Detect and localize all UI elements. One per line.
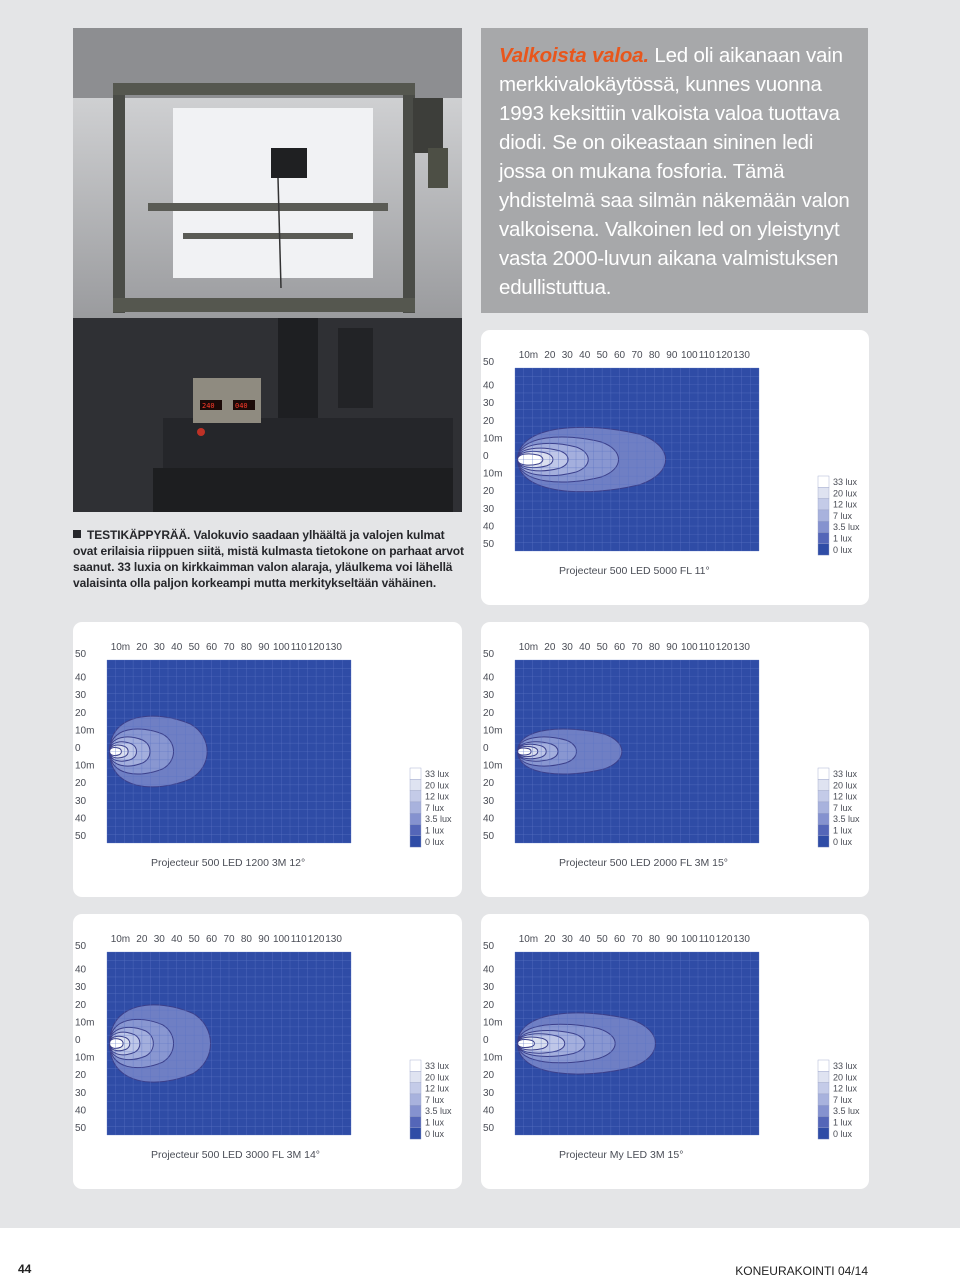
- legend-label: 20 lux: [833, 1072, 858, 1083]
- y-tick-label: 20: [75, 999, 87, 1011]
- x-tick-label: 80: [240, 934, 252, 945]
- y-tick-label: 50: [483, 357, 495, 368]
- y-tick-label: 10m: [75, 725, 95, 737]
- x-tick-label: 70: [631, 350, 643, 361]
- x-tick-label: 90: [258, 934, 270, 945]
- legend-label: 33 lux: [425, 1061, 450, 1071]
- x-tick-label: 120: [715, 642, 733, 653]
- y-tick-label: 30: [483, 690, 495, 702]
- y-tick-label: 30: [75, 690, 87, 702]
- y-tick-label: 40: [75, 672, 87, 684]
- y-tick-label: 40: [75, 1105, 87, 1117]
- x-tick-label: 80: [648, 642, 660, 653]
- legend-swatch: [410, 1060, 421, 1071]
- legend-swatch: [818, 1117, 829, 1128]
- legend-swatch: [410, 813, 421, 824]
- legend-label: 7 lux: [833, 802, 853, 813]
- legend-swatch: [818, 476, 829, 487]
- x-tick-label: 40: [171, 934, 183, 945]
- x-tick-label: 30: [153, 642, 165, 653]
- legend-swatch: [410, 836, 421, 847]
- x-tick-label: 100: [680, 642, 698, 653]
- legend-label: 1 lux: [833, 533, 853, 544]
- x-tick-label: 10m: [518, 934, 539, 945]
- legend-swatch: [818, 499, 829, 510]
- y-tick-label: 30: [75, 795, 87, 807]
- x-tick-label: 120: [715, 350, 733, 361]
- y-tick-label: 20: [75, 1070, 87, 1082]
- y-tick-label: 40: [483, 813, 495, 825]
- legend-label: 1 lux: [425, 825, 445, 836]
- x-tick-label: 60: [614, 350, 626, 361]
- y-tick-label: 10m: [483, 433, 503, 445]
- legend-swatch: [410, 768, 421, 779]
- x-tick-label: 60: [206, 934, 218, 945]
- legend-label: 12 lux: [833, 791, 858, 802]
- x-tick-label: 90: [258, 642, 270, 653]
- legend-swatch: [410, 779, 421, 790]
- x-tick-label: 30: [561, 642, 573, 653]
- x-tick-label: 130: [733, 934, 750, 945]
- y-tick-label: 50: [483, 1122, 495, 1134]
- chart-card-5000fl: [481, 330, 869, 605]
- x-tick-label: 50: [596, 642, 608, 653]
- legend-swatch: [818, 1060, 829, 1071]
- y-tick-label: 30: [483, 795, 495, 807]
- legend-label: 3.5 lux: [833, 1106, 860, 1117]
- y-tick-label: 50: [483, 941, 495, 952]
- legend-swatch: [818, 544, 829, 555]
- y-tick-label: 10m: [483, 760, 503, 772]
- legend-label: 0 lux: [833, 1128, 853, 1139]
- x-tick-label: 80: [648, 350, 660, 361]
- x-tick-label: 40: [579, 350, 591, 361]
- x-tick-label: 120: [307, 642, 325, 653]
- y-tick-label: 30: [483, 1087, 495, 1099]
- legend-swatch: [818, 533, 829, 544]
- caption-body: Valokuvio saadaan ylhäältä ja valojen kulmat ovat erilaisia riippuen siitä, mistä kulmasta tietokone on parhaat arvot saanut. 33 luxia on kirkkaimman valon alaraja, yläulkema voi lähellä valaisinta olla paljon korkeampi mutta merkitykseltään vähäinen.: [73, 528, 464, 590]
- isolux-chart: [73, 622, 462, 897]
- y-tick-label: 10m: [483, 1017, 503, 1029]
- info-body: Led oli aikanaan vain merkkivalokäytössä, kunnes vuonna 1993 keksittiin valkoista valoa tuottava diodi. Se on oikeastaan sininen ledi jossa on mukana fosforia. Tämä yhdistelmä saa silmän näkemään valon valkoisena. Valkoinen led on yleistynyt vasta 2000-luvun aikana valmistuksen edullistuttua.: [499, 44, 850, 299]
- x-tick-label: 130: [733, 642, 750, 653]
- legend-swatch: [410, 1117, 421, 1128]
- chart-title: Projecteur 500 LED 5000 FL 11°: [559, 565, 710, 577]
- x-tick-label: 90: [666, 350, 678, 361]
- legend-swatch: [410, 1083, 421, 1094]
- legend-label: 33 lux: [425, 769, 450, 779]
- y-tick-label: 50: [75, 649, 87, 660]
- legend-label: 3.5 lux: [833, 814, 860, 825]
- y-tick-label: 30: [483, 982, 495, 994]
- legend-swatch: [818, 521, 829, 532]
- y-tick-label: 10m: [483, 1052, 503, 1064]
- x-tick-label: 50: [596, 934, 608, 945]
- x-tick-label: 30: [561, 350, 573, 361]
- legend-swatch: [410, 1071, 421, 1082]
- y-tick-label: 0: [483, 1034, 489, 1046]
- x-tick-label: 110: [290, 642, 307, 653]
- x-tick-label: 20: [544, 934, 556, 945]
- y-tick-label: 50: [75, 941, 87, 952]
- info-box: [481, 28, 868, 313]
- x-tick-label: 100: [680, 350, 698, 361]
- y-tick-label: 0: [75, 742, 81, 754]
- y-tick-label: 0: [75, 1034, 81, 1046]
- x-tick-label: 50: [188, 934, 200, 945]
- x-tick-label: 50: [596, 350, 608, 361]
- legend-label: 33 lux: [833, 769, 858, 779]
- legend-label: 7 lux: [425, 1094, 445, 1105]
- x-tick-label: 100: [272, 642, 290, 653]
- y-tick-label: 10m: [75, 760, 95, 772]
- y-tick-label: 10m: [75, 1017, 95, 1029]
- y-tick-label: 20: [483, 778, 495, 790]
- y-tick-label: 30: [483, 398, 495, 410]
- x-tick-label: 120: [715, 934, 733, 945]
- x-tick-label: 70: [631, 934, 643, 945]
- y-tick-label: 40: [483, 672, 495, 684]
- x-tick-label: 60: [614, 642, 626, 653]
- x-tick-label: 40: [171, 642, 183, 653]
- x-tick-label: 10m: [110, 642, 131, 653]
- legend-label: 12 lux: [425, 1083, 450, 1094]
- y-tick-label: 10m: [75, 1052, 95, 1064]
- x-tick-label: 70: [631, 642, 643, 653]
- x-tick-label: 100: [272, 934, 290, 945]
- y-tick-label: 10m: [483, 725, 503, 737]
- legend-label: 33 lux: [833, 1061, 858, 1071]
- y-tick-label: 20: [75, 707, 87, 719]
- x-tick-label: 80: [240, 642, 252, 653]
- legend-label: 1 lux: [425, 1117, 445, 1128]
- caption-bullet-icon: [73, 530, 81, 538]
- isolux-chart: [481, 914, 869, 1189]
- y-tick-label: 50: [483, 538, 495, 550]
- x-tick-label: 110: [698, 350, 715, 361]
- legend-swatch: [818, 791, 829, 802]
- chart-card-2000fl: [481, 622, 869, 897]
- y-tick-label: 50: [75, 830, 87, 842]
- legend-swatch: [818, 813, 829, 824]
- x-tick-label: 20: [544, 350, 556, 361]
- legend-label: 20 lux: [833, 780, 858, 791]
- legend-swatch: [410, 1094, 421, 1105]
- x-tick-label: 90: [666, 642, 678, 653]
- y-tick-label: 50: [483, 649, 495, 660]
- legend-label: 3.5 lux: [425, 1106, 452, 1117]
- legend-label: 12 lux: [833, 499, 858, 510]
- y-tick-label: 40: [483, 521, 495, 533]
- legend-swatch: [410, 791, 421, 802]
- legend-label: 0 lux: [833, 544, 853, 555]
- legend-swatch: [410, 1105, 421, 1116]
- x-tick-label: 70: [223, 934, 235, 945]
- legend-label: 3.5 lux: [425, 814, 452, 825]
- chart-title: Projecteur 500 LED 3000 FL 3M 14°: [151, 1149, 320, 1161]
- info-title: Valkoista valoa.: [499, 44, 649, 67]
- x-tick-label: 100: [680, 934, 698, 945]
- legend-label: 0 lux: [425, 836, 445, 847]
- x-tick-label: 30: [561, 934, 573, 945]
- chart-title: Projecteur My LED 3M 15°: [559, 1149, 684, 1161]
- magazine-issue: KONEURAKOINTI 04/14: [735, 1264, 868, 1278]
- legend-label: 1 lux: [833, 825, 853, 836]
- display-right-readout: 040: [235, 402, 248, 410]
- y-tick-label: 40: [75, 813, 87, 825]
- chart-card-3000fl: [73, 914, 462, 1189]
- x-tick-label: 80: [648, 934, 660, 945]
- x-tick-label: 130: [325, 642, 342, 653]
- x-tick-label: 30: [153, 934, 165, 945]
- x-tick-label: 130: [733, 350, 750, 361]
- y-tick-label: 20: [483, 415, 495, 427]
- x-tick-label: 110: [290, 934, 307, 945]
- y-tick-label: 10m: [483, 468, 503, 480]
- legend-label: 12 lux: [425, 791, 450, 802]
- x-tick-label: 110: [698, 934, 715, 945]
- chart-card-myled: [481, 914, 869, 1189]
- legend-swatch: [818, 1094, 829, 1105]
- legend-swatch: [818, 1083, 829, 1094]
- legend-label: 33 lux: [833, 477, 858, 487]
- display-left-readout: 240: [202, 402, 215, 410]
- y-tick-label: 20: [483, 486, 495, 498]
- x-tick-label: 90: [666, 934, 678, 945]
- x-tick-label: 60: [614, 934, 626, 945]
- legend-swatch: [410, 1128, 421, 1139]
- y-tick-label: 0: [483, 742, 489, 754]
- caption-heading: TESTIKÄPPYRÄÄ.: [87, 528, 191, 542]
- legend-swatch: [818, 825, 829, 836]
- x-tick-label: 50: [188, 642, 200, 653]
- legend-swatch: [818, 1128, 829, 1139]
- y-tick-label: 20: [483, 1070, 495, 1082]
- legend-swatch: [818, 802, 829, 813]
- legend-label: 20 lux: [425, 1072, 450, 1083]
- y-tick-label: 0: [483, 450, 489, 462]
- x-tick-label: 120: [307, 934, 325, 945]
- isolux-chart: [481, 622, 869, 897]
- y-tick-label: 30: [483, 503, 495, 515]
- chart-card-1200: [73, 622, 462, 897]
- x-tick-label: 60: [206, 642, 218, 653]
- x-tick-label: 40: [579, 934, 591, 945]
- x-tick-label: 110: [698, 642, 715, 653]
- x-tick-label: 10m: [110, 934, 131, 945]
- legend-label: 12 lux: [833, 1083, 858, 1094]
- legend-label: 1 lux: [833, 1117, 853, 1128]
- isolux-chart: [481, 330, 869, 605]
- legend-label: 20 lux: [833, 488, 858, 499]
- x-tick-label: 20: [544, 642, 556, 653]
- test-rig-photo: [73, 28, 462, 512]
- legend-label: 3.5 lux: [833, 522, 860, 533]
- x-tick-label: 40: [579, 642, 591, 653]
- legend-label: 0 lux: [425, 1128, 445, 1139]
- y-tick-label: 40: [483, 380, 495, 392]
- legend-label: 7 lux: [425, 802, 445, 813]
- legend-label: 7 lux: [833, 1094, 853, 1105]
- legend-swatch: [818, 768, 829, 779]
- x-tick-label: 10m: [518, 642, 539, 653]
- legend-label: 0 lux: [833, 836, 853, 847]
- x-tick-label: 70: [223, 642, 235, 653]
- x-tick-label: 20: [136, 934, 148, 945]
- info-text: [499, 41, 859, 302]
- legend-swatch: [818, 1105, 829, 1116]
- y-tick-label: 20: [483, 999, 495, 1011]
- legend-label: 7 lux: [833, 510, 853, 521]
- legend-swatch: [818, 779, 829, 790]
- chart-title: Projecteur 500 LED 1200 3M 12°: [151, 857, 306, 869]
- x-tick-label: 130: [325, 934, 342, 945]
- legend-swatch: [410, 825, 421, 836]
- y-tick-label: 40: [75, 964, 87, 976]
- isolux-chart: [73, 914, 462, 1189]
- legend-label: 20 lux: [425, 780, 450, 791]
- y-tick-label: 20: [483, 707, 495, 719]
- y-tick-label: 30: [75, 982, 87, 994]
- legend-swatch: [410, 802, 421, 813]
- legend-swatch: [818, 487, 829, 498]
- chart-title: Projecteur 500 LED 2000 FL 3M 15°: [559, 857, 728, 869]
- photo-caption: [73, 527, 465, 591]
- y-tick-label: 40: [483, 1105, 495, 1117]
- y-tick-label: 40: [483, 964, 495, 976]
- y-tick-label: 20: [75, 778, 87, 790]
- page-number: 44: [18, 1262, 32, 1276]
- y-tick-label: 30: [75, 1087, 87, 1099]
- x-tick-label: 10m: [518, 350, 539, 361]
- legend-swatch: [818, 836, 829, 847]
- y-tick-label: 50: [75, 1122, 87, 1134]
- y-tick-label: 50: [483, 830, 495, 842]
- legend-swatch: [818, 510, 829, 521]
- legend-swatch: [818, 1071, 829, 1082]
- x-tick-label: 20: [136, 642, 148, 653]
